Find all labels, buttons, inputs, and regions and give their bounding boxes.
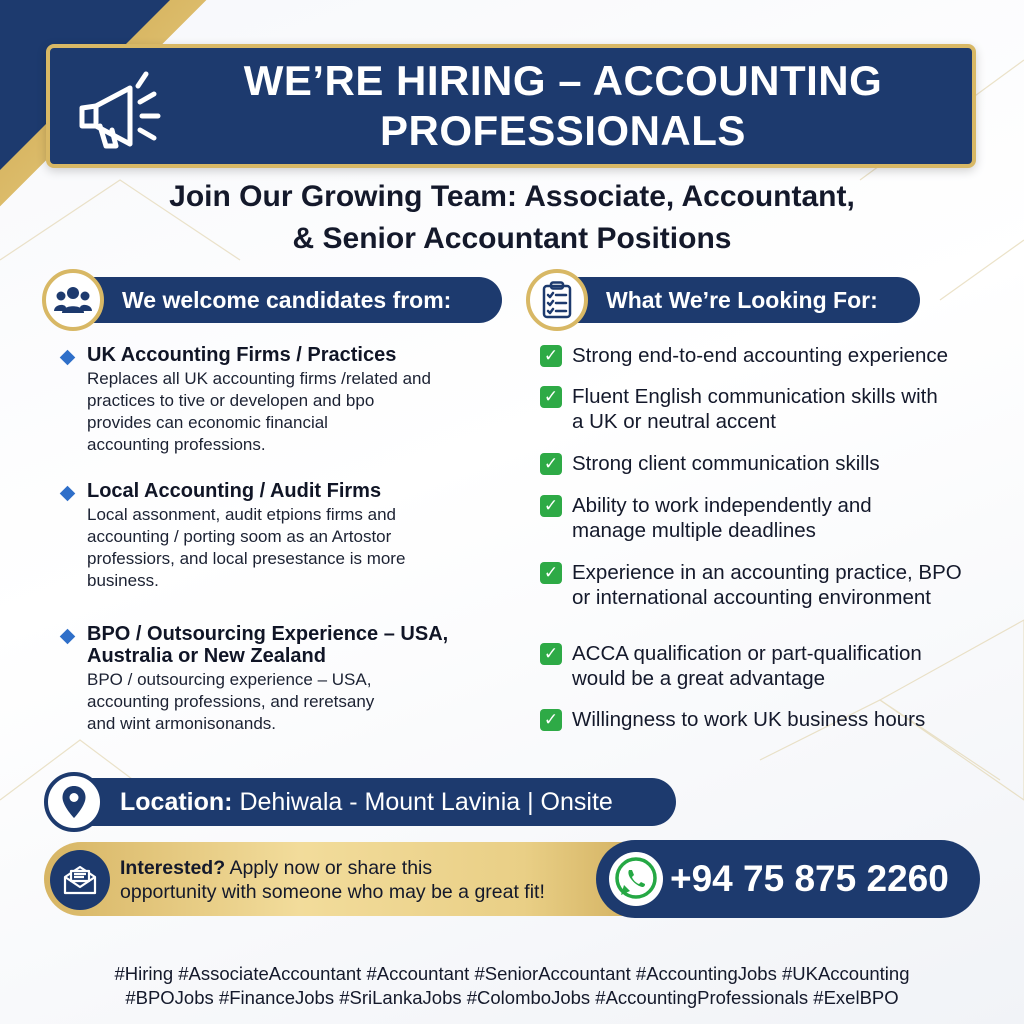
requirement-item <box>540 641 1000 691</box>
check-icon: ✓ <box>540 386 562 408</box>
check-icon: ✓ <box>540 562 562 584</box>
subtitle-line1: Join Our Growing Team: Associate, Accountant, <box>169 180 855 213</box>
apply-line1: Apply now or share this <box>229 857 433 879</box>
people-icon <box>42 269 104 331</box>
whatsapp-icon <box>608 851 664 907</box>
requirement-item <box>540 707 1000 732</box>
requirement-item <box>540 560 1000 610</box>
location-value: Dehiwala - Mount Lavinia | Onsite <box>239 788 613 816</box>
req-line: Willingness to work UK business hours <box>572 708 926 731</box>
location-label: Location: <box>120 788 233 816</box>
desc-line: business. <box>87 571 159 590</box>
candidates-heading: We welcome candidates from: <box>122 287 452 313</box>
candidate-title: Local Accounting / Audit Firms <box>87 480 382 502</box>
requirements-heading-pill <box>530 277 920 323</box>
clipboard-checklist-icon <box>526 269 588 331</box>
requirement-text <box>572 707 1000 732</box>
requirement-item <box>540 384 1000 434</box>
diamond-bullet-icon <box>60 629 76 645</box>
hiring-banner <box>46 44 976 168</box>
location-bar <box>46 778 676 826</box>
requirement-item <box>540 343 1000 368</box>
megaphone-icon <box>72 62 172 154</box>
apply-line2: opportunity with someone who may be a great fit! <box>120 881 545 903</box>
req-line: ACCA qualification or part-qualification <box>572 642 922 665</box>
requirement-text <box>572 384 1000 434</box>
hashtags-line2: #BPOJobs #FinanceJobs #SriLankaJobs #ColomboJobs #AccountingProfessionals #ExelBPO <box>125 987 899 1008</box>
desc-line: Local assonment, audit etpions firms and <box>87 505 397 524</box>
hashtags <box>20 962 1004 1010</box>
desc-line: practices to tive or developen and bpo <box>87 391 375 410</box>
check-icon: ✓ <box>540 495 562 517</box>
banner-title-line2: PROFESSIONALS <box>380 107 746 154</box>
apply-text <box>120 856 640 904</box>
req-line: Strong end-to-end accounting experience <box>572 344 949 367</box>
candidate-description <box>87 504 500 592</box>
candidate-title <box>87 623 500 667</box>
candidate-description <box>87 669 500 735</box>
desc-line: professiors, and local presestance is more <box>87 549 406 568</box>
req-line: Fluent English communication skills with <box>572 385 938 408</box>
list-item <box>60 623 500 735</box>
phone-number: +94 75 875 2260 <box>670 858 949 899</box>
req-line: Strong client communication skills <box>572 452 880 475</box>
req-line: would be a great advantage <box>572 667 826 690</box>
req-line: or international accounting environment <box>572 586 931 609</box>
title-line: Australia or New Zealand <box>87 645 326 667</box>
check-icon: ✓ <box>540 453 562 475</box>
title-line: BPO / Outsourcing Experience – USA, <box>87 623 449 645</box>
diamond-bullet-icon <box>60 350 76 366</box>
requirement-text <box>572 560 1000 610</box>
check-icon: ✓ <box>540 643 562 665</box>
requirement-item <box>540 451 1000 476</box>
requirement-text <box>572 343 1000 368</box>
phone-contact[interactable] <box>596 840 980 918</box>
desc-line: accounting professions. <box>87 435 266 454</box>
requirement-item <box>540 493 1000 543</box>
check-icon: ✓ <box>540 345 562 367</box>
apply-bar <box>44 842 684 916</box>
desc-line: Replaces all UK accounting firms /related and <box>87 369 431 388</box>
hashtags-line1: #Hiring #AssociateAccountant #Accountant #SeniorAccountant #AccountingJobs #UKAccounting <box>114 963 910 984</box>
desc-line: accounting / porting soom as an Artostor <box>87 527 392 546</box>
check-icon: ✓ <box>540 709 562 731</box>
desc-line: provides can economic financial <box>87 413 328 432</box>
desc-line: and wint armonisonands. <box>87 714 277 733</box>
req-line: Experience in an accounting practice, BPO <box>572 561 962 584</box>
banner-title-line1: WE’RE HIRING – ACCOUNTING <box>243 57 883 104</box>
map-pin-icon <box>44 772 104 832</box>
req-line: a UK or neutral accent <box>572 410 776 433</box>
positions-subtitle <box>60 176 964 260</box>
envelope-icon <box>50 850 110 910</box>
subtitle-line2: & Senior Accountant Positions <box>292 222 732 255</box>
requirement-text <box>572 641 1000 691</box>
diamond-bullet-icon <box>60 486 76 502</box>
req-line: Ability to work independently and <box>572 494 872 517</box>
candidate-title: UK Accounting Firms / Practices <box>87 344 397 366</box>
candidate-description <box>87 368 500 456</box>
list-item <box>60 480 500 592</box>
banner-title <box>170 56 956 156</box>
desc-line: BPO / outsourcing experience – USA, <box>87 670 372 689</box>
list-item <box>60 344 500 456</box>
requirement-text <box>572 493 1000 543</box>
req-line: manage multiple deadlines <box>572 519 816 542</box>
apply-lead: Interested? <box>120 857 226 879</box>
requirements-heading: What We’re Looking For: <box>606 287 878 313</box>
requirement-text <box>572 451 1000 476</box>
candidates-heading-pill <box>46 277 502 323</box>
desc-line: accounting professions, and reretsany <box>87 692 375 711</box>
